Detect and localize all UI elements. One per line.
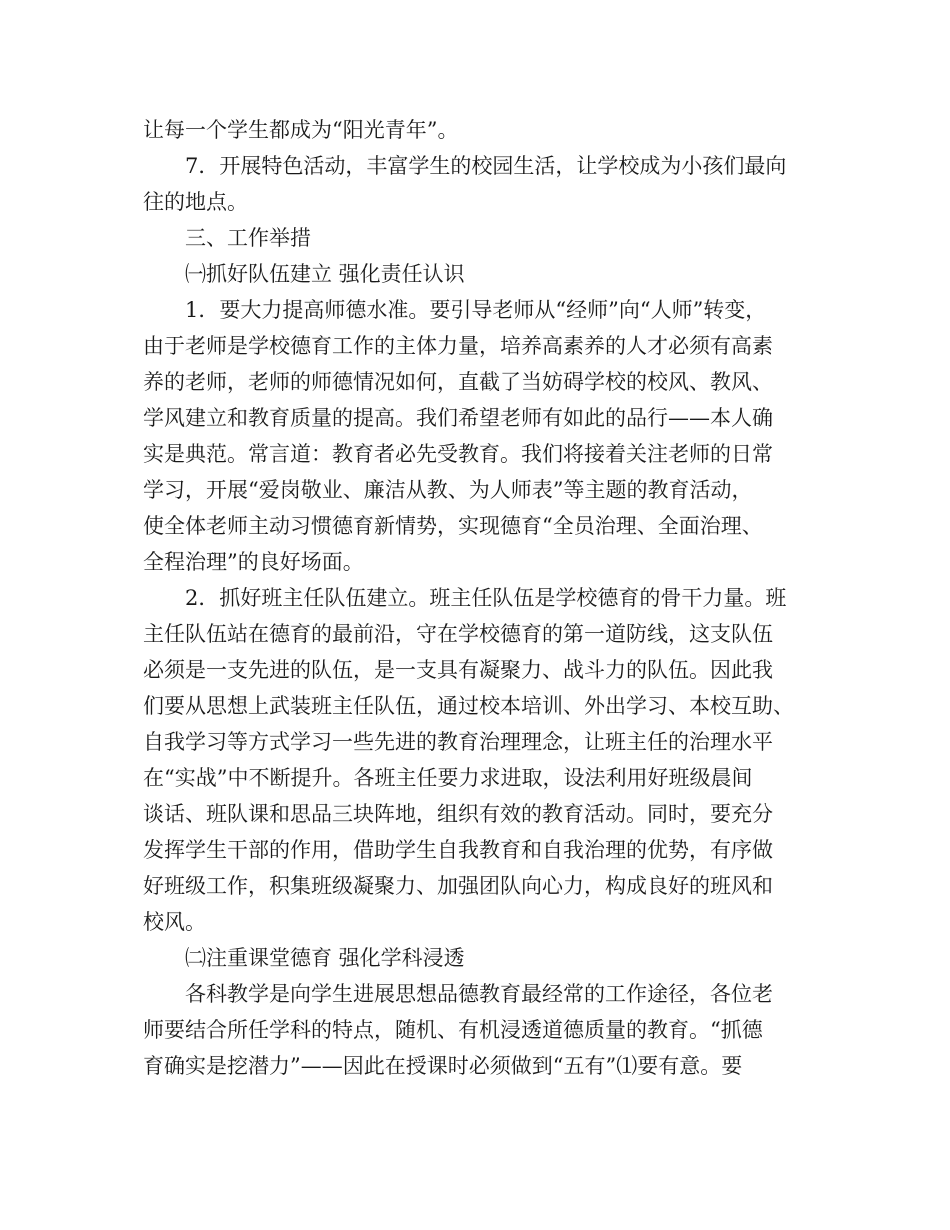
text-line: 1．要大力提高师德水准。要引导老师从“经师”向“人师”转变， xyxy=(185,298,767,322)
section-heading: 三、工作举措 xyxy=(185,226,311,250)
text-line: 在“实战”中不断提升。各班主任要力求进取，设法利用好班级晨间 xyxy=(143,766,753,790)
text-line: 往的地点。 xyxy=(143,190,248,214)
text-line: 由于老师是学校德育工作的主体力量，培养高素养的人才必须有高素 xyxy=(143,334,773,358)
text-line: 学习，开展“爱岗敬业、廉洁从教、为人师表”等主题的教育活动， xyxy=(143,478,753,502)
text-line: 发挥学生干部的作用，借助学生自我教育和自我治理的优势，有序做 xyxy=(143,838,773,862)
text-line: 2．抓好班主任队伍建立。班主任队伍是学校德育的骨干力量。班 xyxy=(185,586,787,610)
text-line: 实是典范。常言道：教育者必先受教育。我们将接着关注老师的日常 xyxy=(143,442,773,466)
text-line: 7．开展特色活动，丰富学生的校园生活，让学校成为小孩们最向 xyxy=(185,154,787,178)
text-line: 们要从思想上武装班主任队伍，通过校本培训、外出学习、本校互助、 xyxy=(143,694,794,718)
text-line: 主任队伍站在德育的最前沿，守在学校德育的第一道防线，这支队伍 xyxy=(143,622,773,646)
text-line: 谈话、班队课和思品三块阵地，组织有效的教育活动。同时，要充分 xyxy=(143,802,773,826)
text-line: 使全体老师主动习惯德育新情势，实现德育“全员治理、全面治理、 xyxy=(143,514,763,538)
text-line: 全程治理”的良好场面。 xyxy=(143,550,364,574)
subsection-heading: ㈠抓好队伍建立 强化责任认识 xyxy=(185,262,465,286)
text-line: 让每一个学生都成为“阳光青年”。 xyxy=(143,118,459,142)
text-line: 师要结合所任学科的特点，随机、有机浸透道德质量的教育。“抓德 xyxy=(143,1018,763,1042)
text-line: 养的老师，老师的师德情况如何，直截了当妨碍学校的校风、教风、 xyxy=(143,370,773,394)
text-line: 学风建立和教育质量的提高。我们希望老师有如此的品行——本人确 xyxy=(143,406,773,430)
subsection-heading: ㈡注重课堂德育 强化学科浸透 xyxy=(185,946,465,970)
text-line: 各科教学是向学生进展思想品德教育最经常的工作途径，各位老 xyxy=(185,982,773,1006)
text-line: 必须是一支先进的队伍，是一支具有凝聚力、战斗力的队伍。因此我 xyxy=(143,658,773,682)
text-line: 好班级工作，积集班级凝聚力、加强团队向心力，构成良好的班风和 xyxy=(143,874,773,898)
text-line: 校风。 xyxy=(143,910,206,934)
text-line: 自我学习等方式学习一些先进的教育治理理念，让班主任的治理水平 xyxy=(143,730,773,754)
text-line: 育确实是挖潜力”——因此在授课时必须做到“五有”⑴要有意。要 xyxy=(143,1054,743,1078)
